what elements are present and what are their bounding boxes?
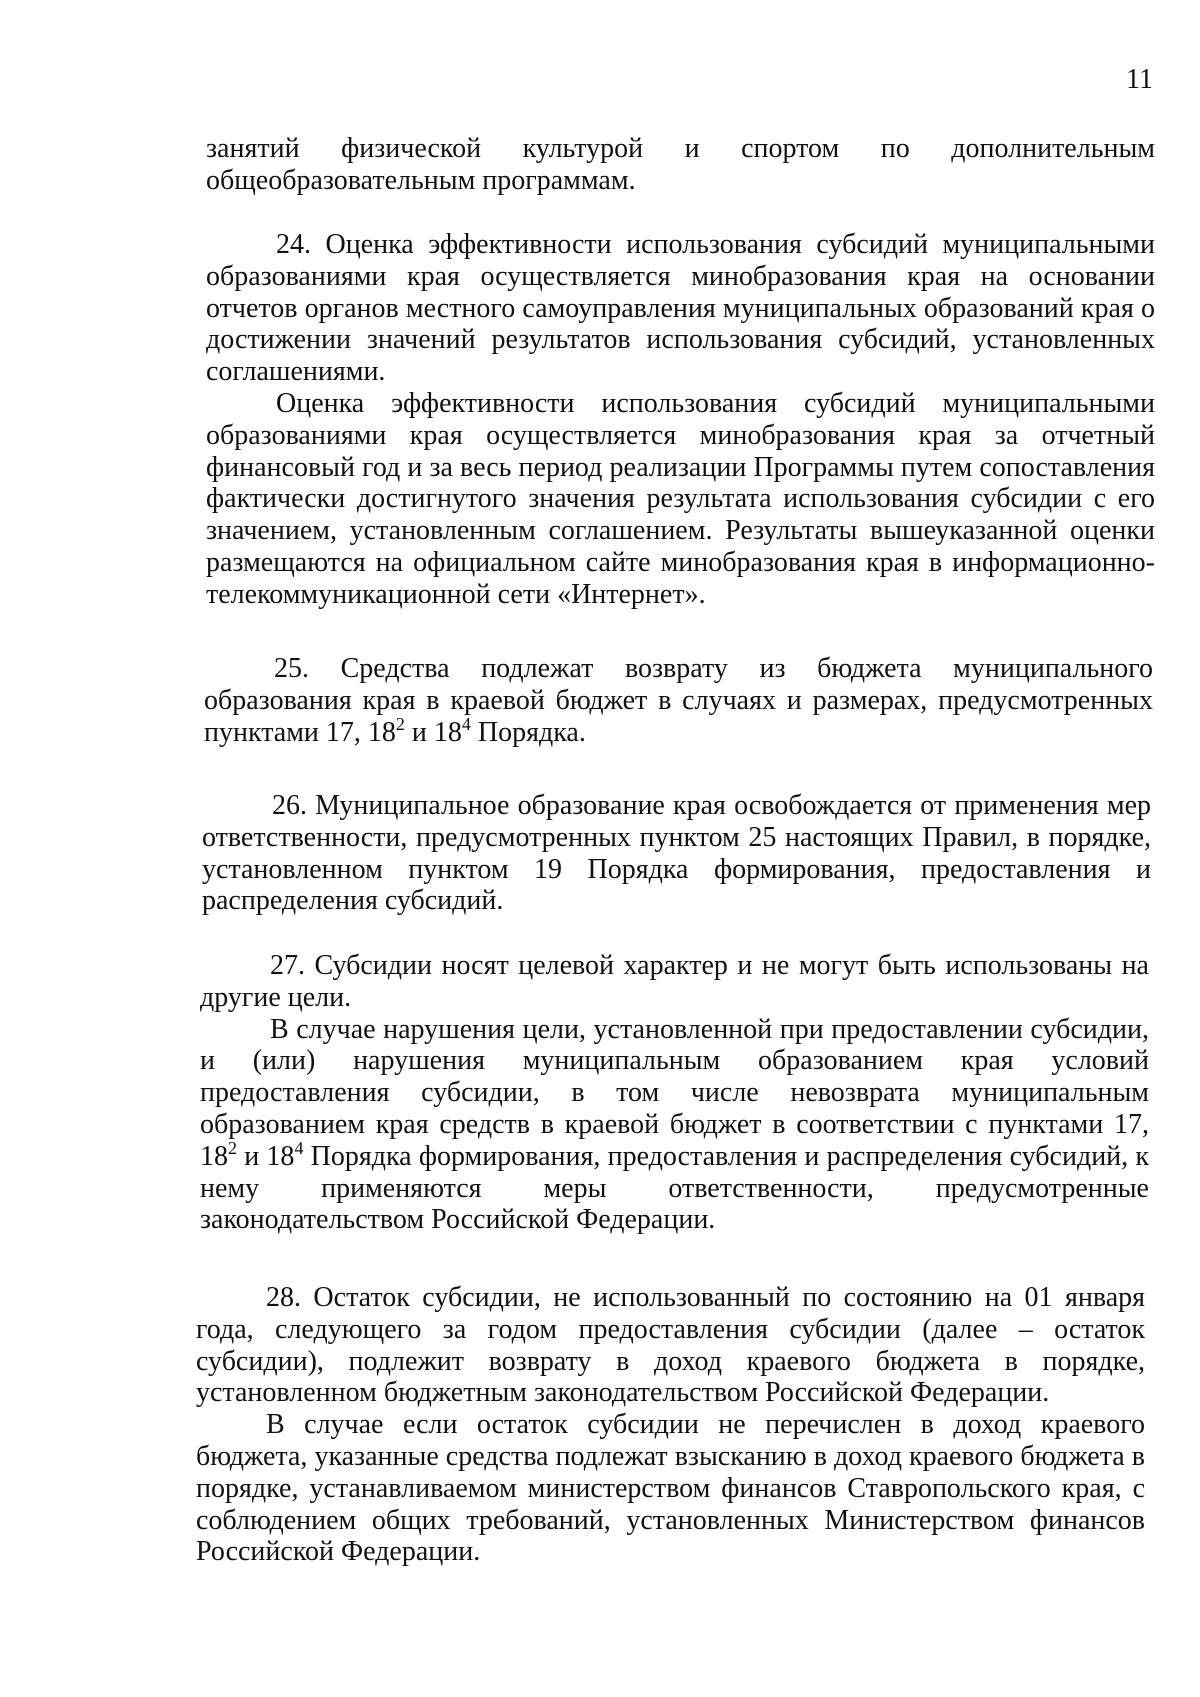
superscript: 4 (461, 713, 471, 734)
section-26-paragraph: 26. Муниципальное образование края освобождается от применения мер ответственности, предусмотренных пунктом 25 настоящих Правил, в порядке, установленном пунктом 19 Порядка формирования, предоставления и распределения субсидий. (202, 790, 1151, 917)
continuation-line-2: общеобразовательным программам. (206, 164, 636, 196)
superscript: 2 (395, 713, 405, 734)
superscript: 4 (294, 1137, 304, 1158)
continuation-line-1: занятий физической культурой и спортом по дополнительным (206, 133, 1155, 164)
section-24-paragraph-2: Оценка эффективности использования субсидий муниципальными образованиями края осуществляется минобразования края за отчетный финансовый год и за весь период реализации Программы путем сопоставления фактически достигнутого значения результата использования субсидии с его значением, установленным соглашением. Результаты вышеуказанной оценки размещаются на официальном сайте минобразования края в информационно-телекоммуникационной сети «Интернет». (206, 387, 1155, 610)
section-24-paragraph-1: 24. Оценка эффективности использования субсидий муниципальными образованиями края осуществляется минобразования края на основании отчетов органов местного самоуправления муниципальных образований края о достижении значений результатов использования субсидий, установленных соглашениями. (206, 229, 1155, 388)
section-28 (196, 1282, 1145, 1568)
continuation-text (206, 133, 1155, 197)
section-27-paragraph-1: 27. Субсидии носят целевой характер и не могут быть использованы на другие цели. (200, 950, 1149, 1013)
page-number: 11 (1126, 64, 1153, 95)
section-27-paragraph-2: В случае нарушения цели, установленной при предоставлении субсидии, и (или) нарушения муниципальным образованием края условий предоставления субсидии, в том числе невозврата муниципальным образованием края средств в краевой бюджет в соответствии с пунктами 17, $18^2$ и $18^4$ Порядка формирования, предоставления и распределения субсидий, к нему применяются меры ответственности, предусмотренные законодательством Российской Федерации. (200, 1013, 1149, 1236)
section-26 (202, 790, 1151, 917)
section-25-paragraph: 25. Средства подлежат возврату из бюджета муниципального образования края в краевой бюджет в случаях и размерах, предусмотренных пунктами 17, $18^2$ и $18^4$ Порядка. (204, 653, 1153, 748)
superscript: 2 (228, 1137, 237, 1158)
section-28-paragraph-2: В случае если остаток субсидии не перечислен в доход краевого бюджета, указанные средства подлежат взысканию в доход краевого бюджета в порядке, устанавливаемом министерством финансов Ставропольского края, с соблюдением общих требований, установленных Министерством финансов Российской Федерации. (196, 1409, 1145, 1568)
section-27 (200, 950, 1149, 1236)
section-25 (204, 653, 1153, 748)
section-24 (206, 229, 1155, 611)
section-28-paragraph-1: 28. Остаток субсидии, не использованный по состоянию на 01 января года, следующего за годом предоставления субсидии (далее – остаток субсидии), подлежит возврату в доход краевого бюджета в порядке, установленном бюджетным законодательством Российской Федерации. (196, 1282, 1145, 1409)
